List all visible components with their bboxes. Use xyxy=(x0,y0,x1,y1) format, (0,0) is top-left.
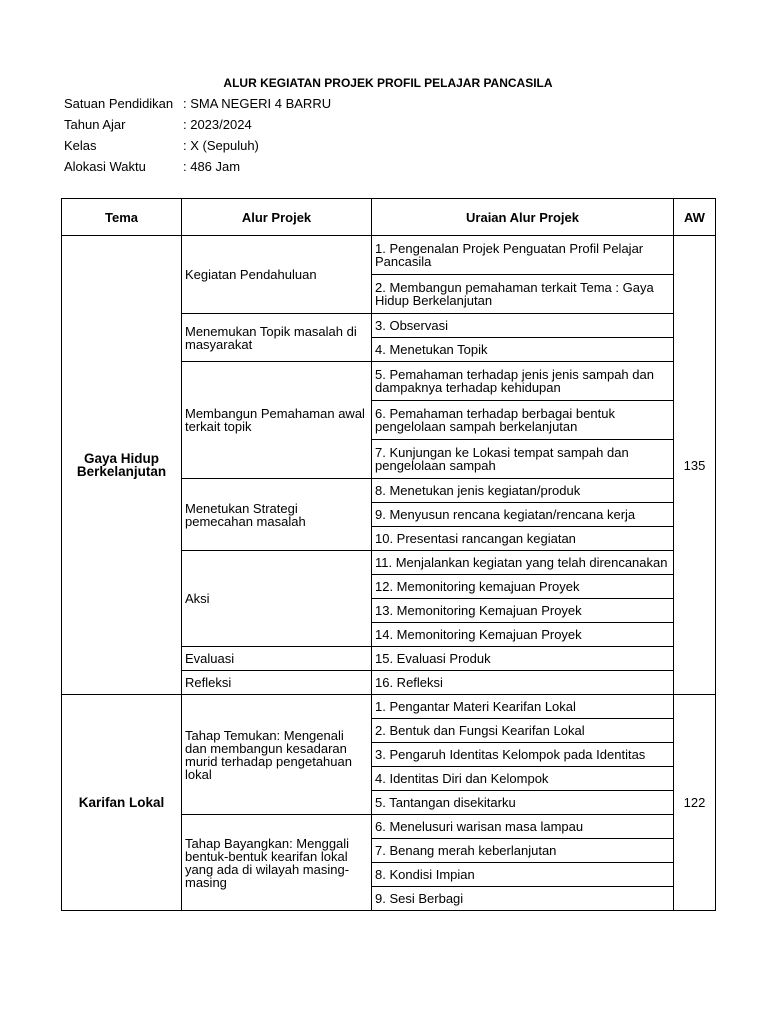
uraian-cell: 3. Observasi xyxy=(372,314,674,338)
project-flow-table xyxy=(61,198,716,911)
meta-value: : 486 Jam xyxy=(183,159,241,174)
document-title: ALUR KEGIATAN PROJEK PROFIL PELAJAR PANCASILA xyxy=(223,76,553,90)
meta-value: : X (Sepuluh) xyxy=(183,138,259,153)
uraian-cell: 1. Pengenalan Projek Penguatan Profil Pelajar Pancasila xyxy=(372,236,674,275)
uraian-cell: 2. Membangun pemahaman terkait Tema : Gaya Hidup Berkelanjutan xyxy=(372,275,674,314)
alur-cell: Membangun Pemahaman awal terkait topik xyxy=(182,362,372,479)
meta-value: : SMA NEGERI 4 BARRU xyxy=(183,96,332,111)
uraian-cell: 6. Menelusuri warisan masa lampau xyxy=(372,815,674,839)
header-alur-projek: Alur Projek xyxy=(182,199,372,236)
uraian-cell: 6. Pemahaman terhadap berbagai bentuk pengelolaan sampah berkelanjutan xyxy=(372,401,674,440)
uraian-cell: 2. Bentuk dan Fungsi Kearifan Lokal xyxy=(372,719,674,743)
uraian-cell: 7. Benang merah keberlanjutan xyxy=(372,839,674,863)
alur-cell: Kegiatan Pendahuluan xyxy=(182,236,372,314)
theme-cell: Gaya Hidup Berkelanjutan xyxy=(62,236,182,695)
alur-cell: Menetukan Strategi pemecahan masalah xyxy=(182,479,372,551)
uraian-cell: 11. Menjalankan kegiatan yang telah direncanakan xyxy=(372,551,674,575)
alur-cell: Tahap Bayangkan: Menggali bentuk-bentuk kearifan lokal yang ada di wilayah masing-masing xyxy=(182,815,372,911)
uraian-cell: 8. Kondisi Impian xyxy=(372,863,674,887)
alur-cell: Aksi xyxy=(182,551,372,647)
aw-cell: 122 xyxy=(674,695,716,911)
uraian-cell: 5. Tantangan disekitarku xyxy=(372,791,674,815)
alur-cell: Evaluasi xyxy=(182,647,372,671)
header-uraian: Uraian Alur Projek xyxy=(372,199,674,236)
theme-cell: Karifan Lokal xyxy=(62,695,182,911)
meta-label: Tahun Ajar xyxy=(64,117,126,132)
uraian-cell: 10. Presentasi rancangan kegiatan xyxy=(372,527,674,551)
alur-cell: Refleksi xyxy=(182,671,372,695)
header-tema: Tema xyxy=(62,199,182,236)
meta-label: Satuan Pendidikan xyxy=(64,96,174,111)
uraian-cell: 5. Pemahaman terhadap jenis jenis sampah dan dampaknya terhadap kehidupan xyxy=(372,362,674,401)
meta-label: Alokasi Waktu xyxy=(64,159,146,174)
uraian-cell: 14. Memonitoring Kemajuan Proyek xyxy=(372,623,674,647)
uraian-cell: 1. Pengantar Materi Kearifan Lokal xyxy=(372,695,674,719)
uraian-cell: 12. Memonitoring kemajuan Proyek xyxy=(372,575,674,599)
uraian-cell: 15. Evaluasi Produk xyxy=(372,647,674,671)
uraian-cell: 9. Sesi Berbagi xyxy=(372,887,674,911)
uraian-cell: 13. Memonitoring Kemajuan Proyek xyxy=(372,599,674,623)
aw-cell: 135 xyxy=(674,236,716,695)
header-aw: AW xyxy=(674,199,716,236)
uraian-cell: 4. Identitas Diri dan Kelompok xyxy=(372,767,674,791)
uraian-cell: 16. Refleksi xyxy=(372,671,674,695)
uraian-cell: 4. Menetukan Topik xyxy=(372,338,674,362)
uraian-cell: 3. Pengaruh Identitas Kelompok pada Identitas xyxy=(372,743,674,767)
uraian-cell: 9. Menyusun rencana kegiatan/rencana kerja xyxy=(372,503,674,527)
table-row xyxy=(62,236,716,275)
meta-value: : 2023/2024 xyxy=(183,117,252,132)
table-header-row xyxy=(62,199,716,236)
uraian-cell: 8. Menetukan jenis kegiatan/produk xyxy=(372,479,674,503)
alur-cell: Tahap Temukan: Mengenali dan membangun kesadaran murid terhadap pengetahuan lokal xyxy=(182,695,372,815)
alur-cell: Menemukan Topik masalah di masyarakat xyxy=(182,314,372,362)
uraian-cell: 7. Kunjungan ke Lokasi tempat sampah dan pengelolaan sampah xyxy=(372,440,674,479)
table-row xyxy=(62,695,716,719)
meta-label: Kelas xyxy=(64,138,97,153)
